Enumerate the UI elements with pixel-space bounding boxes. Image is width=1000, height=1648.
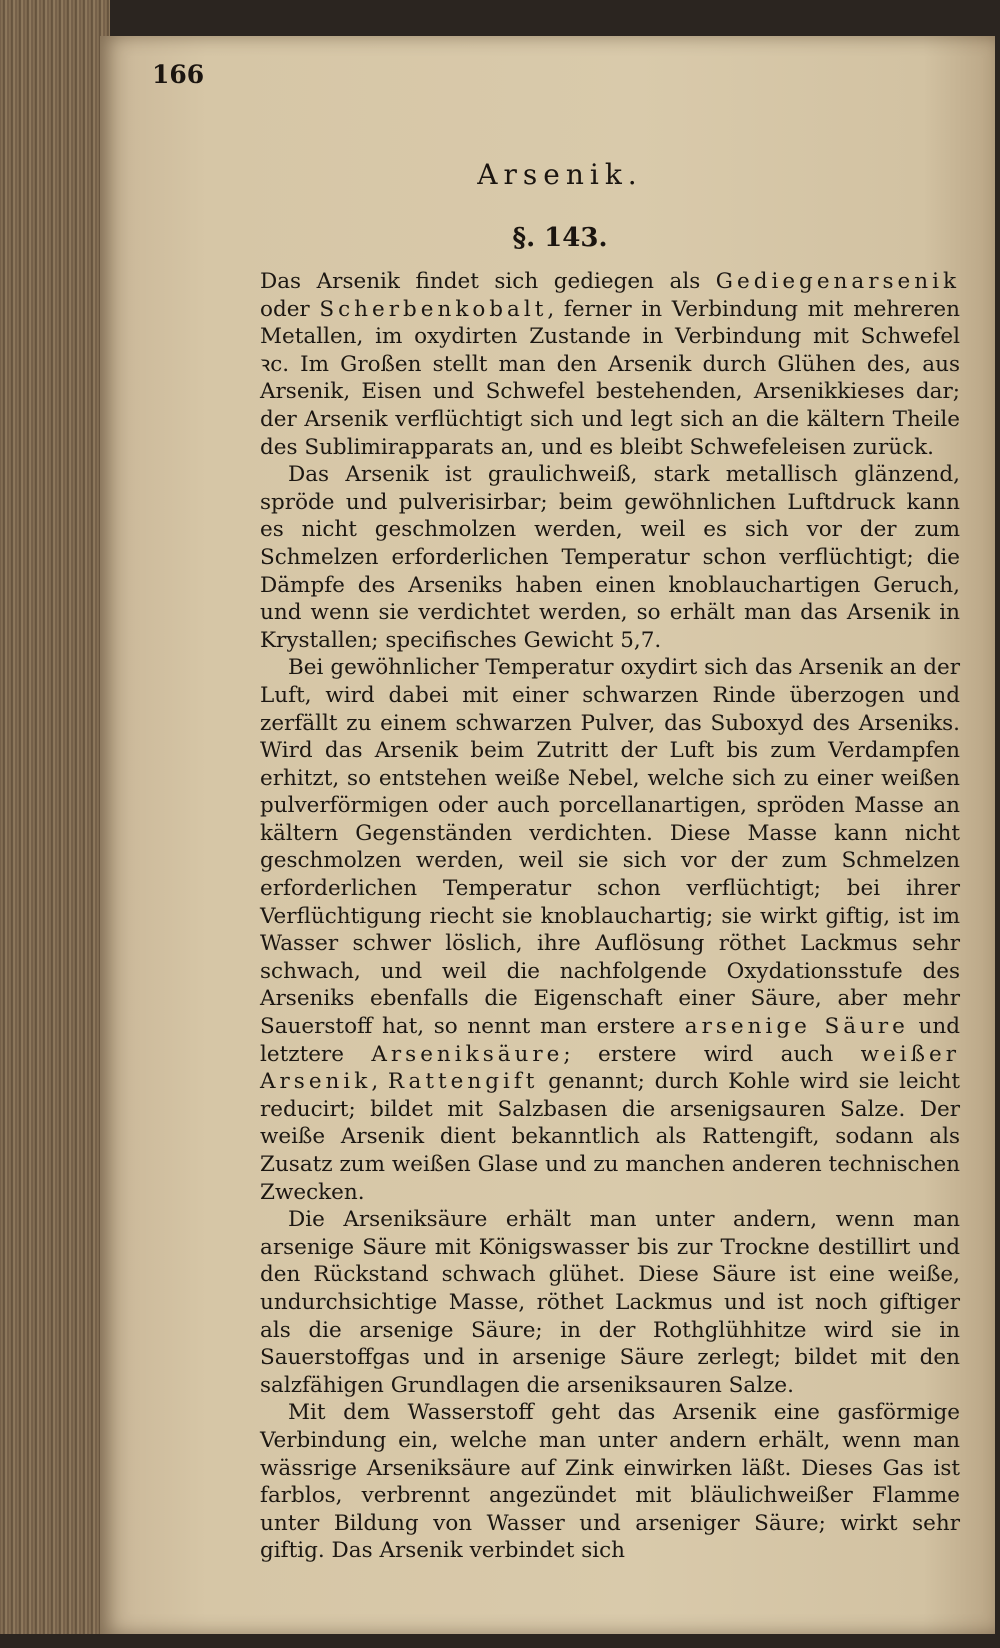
paragraph	[260, 1206, 960, 1399]
page-number: 166	[152, 60, 205, 89]
text-run: genannt; durch Kohle wird sie leicht reducirt; bildet mit Salzbasen die arsenigsauren Salze. Der weiße Arsenik dient bekanntlich als Rattengift, sodann als Zusatz zum weißen Glase und zu manchen anderen technischen Zwecken.	[260, 1069, 961, 1205]
text-run: Das Arsenik findet sich gediegen als	[260, 269, 716, 294]
text-run: Mit dem Wasserstoff geht das Arsenik eine gasförmige Verbindung ein, welche man unter andern erhält, wenn man wässrige Arseniksäure auf Zink einwirken läßt. Dieses Gas ist farblos, verbrennt angezündet mit bläulichweißer Flamme unter Bildung von Wasser und arseniger Säure; wirkt sehr giftig. Das Arsenik verbindet sich	[260, 1400, 960, 1564]
text-run: ,	[371, 1069, 388, 1095]
text-run: oder	[260, 296, 320, 322]
text-run: und letztere	[260, 1014, 960, 1067]
book-page-edges	[0, 0, 110, 1634]
text-run: Die Arseniksäure erhält man unter andern, wenn man arsenige Säure mit Königswasser bis zur Trockne destillirt und den Rückstand schwach glühet. Diese Säure ist eine weiße, undurchsichtige Masse, röthet Lackmus und ist noch giftiger als die arsenige Säure; in der Rothglühhitze wird sie in Sauerstoffgas und in arsenige Säure zerlegt; bildet mit den salzfähigen Grundlagen die arseniksauren Salze.	[260, 1207, 960, 1398]
emphasized-term: Rattengift	[387, 1069, 539, 1095]
emphasized-term: Arseniksäure	[371, 1041, 564, 1067]
body-text	[260, 268, 960, 1648]
paragraph	[260, 461, 960, 654]
paragraph	[260, 268, 960, 461]
paragraph	[260, 654, 960, 1206]
emphasized-term: weißer Arsenik	[260, 1041, 960, 1095]
text-run: , ferner in Verbindung mit mehreren Metallen, im oxydirten Zustande in Verbindung mit Schwefel ꝛc. Im Großen stellt man den Arsenik durch Glühen des, aus Arsenik, Eisen und Schwefel bestehenden, Arsenikkieses dar; der Arsenik verflüchtigt sich und legt sich an die kältern Theile des Sublimirapparats an, und es bleibt Schwefeleisen zurück.	[260, 296, 961, 460]
chapter-title: Arsenik.	[477, 158, 643, 191]
paragraph	[260, 1399, 960, 1565]
text-run: Bei gewöhnlicher Temperatur oxydirt sich das Arsenik an der Luft, wird dabei mit einer schwarzen Rinde überzogen und zerfällt zu einem schwarzen Pulver, das Suboxyd des Arseniks. Wird das Arsenik beim Zutritt der Luft bis zum Verdampfen erhitzt, so entstehen weiße Nebel, welche sich zu einer weißen pulverförmigen oder auch porcellanartigen, spröden Masse an kältern Gegenständen verdichten. Diese Masse kann nicht geschmolzen werden, weil sie sich vor der zum Schmelzen erforderlichen Temperatur schon verflüchtigt; bei ihrer Verflüchtigung riecht sie knoblauchartig; sie wirkt giftig, ist im Wasser schwer löslich, ihre Auflösung röthet Lackmus sehr schwach, und weil die nachfolgende Oxydationsstufe des Arseniks ebenfalls die Eigenschaft einer Säure, aber mehr Sauerstoff hat, so nennt man erstere	[260, 655, 960, 1040]
text-run: Das Arsenik ist graulichweiß, stark metallisch glänzend, spröde und pulverisirbar; beim gewöhnlichen Luftdruck kann es nicht geschmolzen werden, weil es sich vor der zum Schmelzen erforderlichen Temperatur schon verflüchtigt; die Dämpfe des Arseniks haben einen knoblauchartigen Geruch, und wenn sie verdichtet werden, so erhält man das Arsenik in Krystallen; specifisches Gewicht 5,7.	[260, 462, 960, 653]
section-number: §. 143.	[512, 223, 608, 253]
emphasized-term: arsenige Säure	[684, 1014, 909, 1040]
emphasized-term: Scherbenkobalt	[319, 296, 548, 322]
emphasized-term: Gediegenarsenik	[715, 269, 960, 294]
text-run: ; erstere wird auch	[563, 1041, 861, 1067]
